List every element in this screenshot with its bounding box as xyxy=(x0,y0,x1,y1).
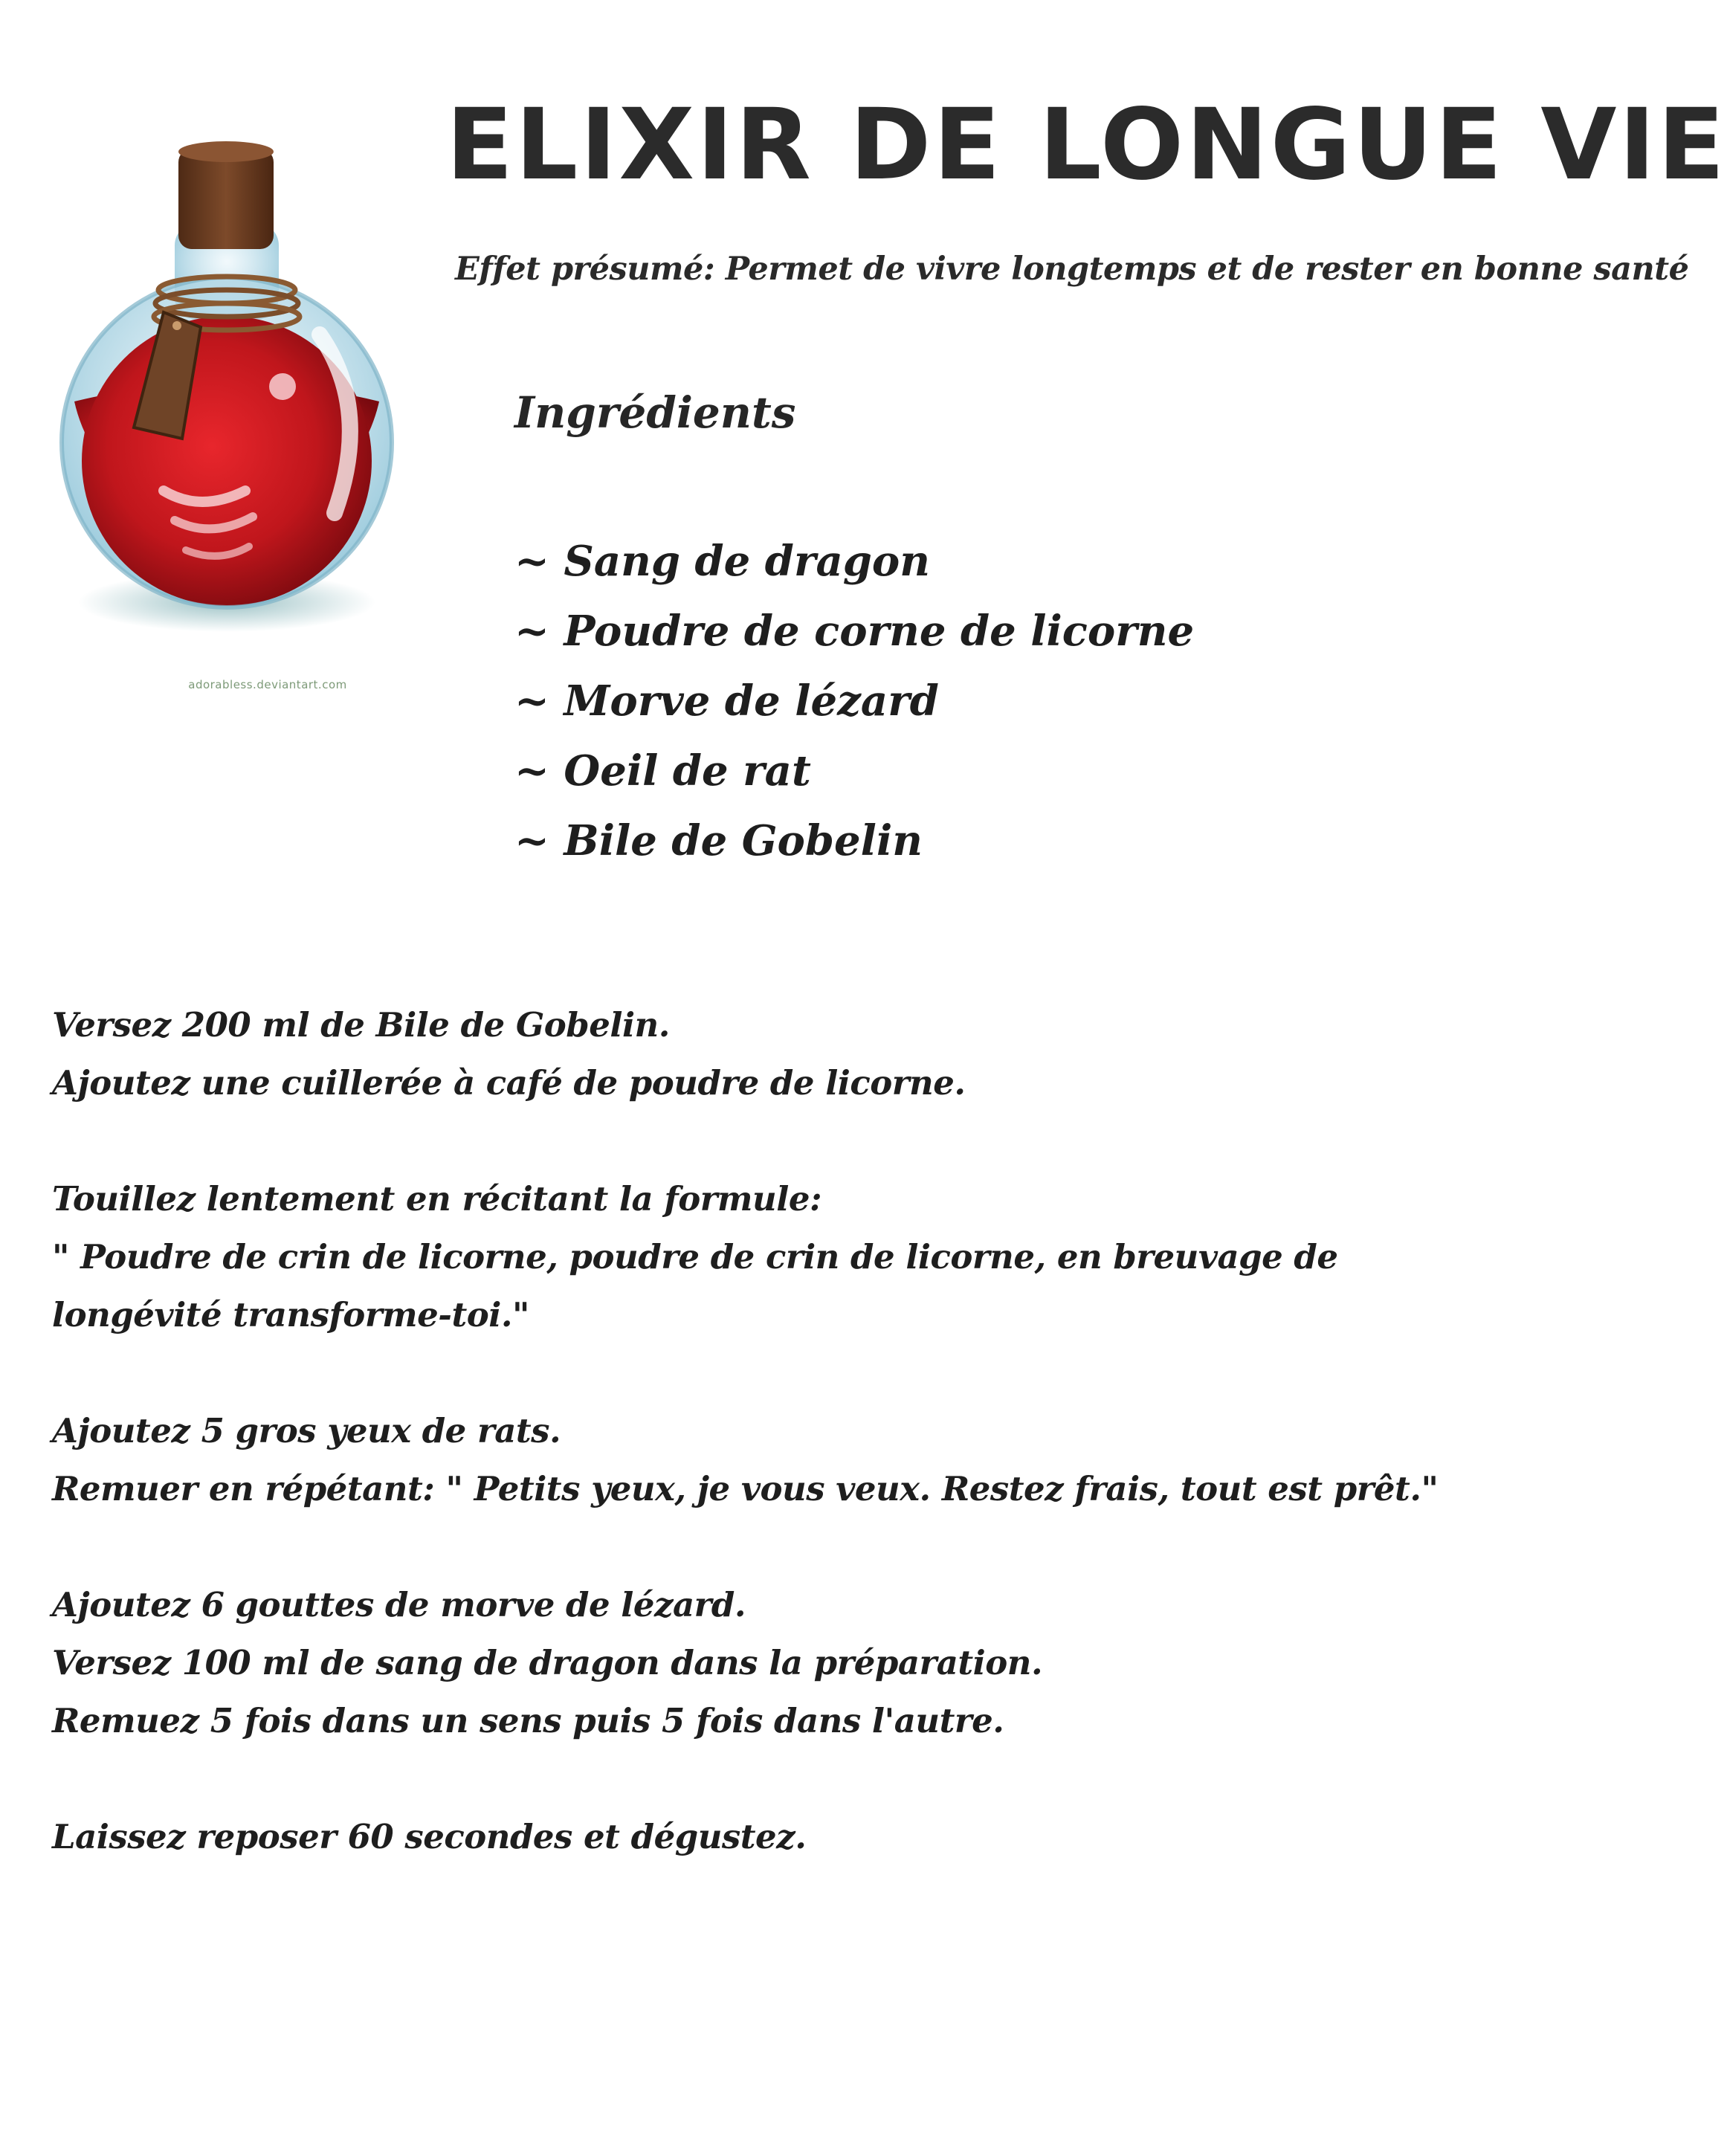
instruction-line: Remuer en répétant: " Petits yeux, je vous veux. Restez frais, tout est prêt." xyxy=(52,1469,1439,1508)
potion-illustration xyxy=(52,141,409,721)
ingredient-item: ~ Oeil de rat xyxy=(514,746,811,795)
instruction-step-3 xyxy=(52,1402,1524,1518)
ingredients-heading: Ingrédients xyxy=(514,387,796,438)
ingredients-list xyxy=(514,526,1194,876)
illustration-credit: adorabless.deviantart.com xyxy=(188,678,347,691)
instruction-line: longévité transforme-toi." xyxy=(52,1295,529,1334)
instruction-step-2 xyxy=(52,1170,1524,1344)
instruction-line: Ajoutez 6 gouttes de morve de lézard. xyxy=(52,1585,746,1624)
instruction-line: Remuez 5 fois dans un sens puis 5 fois dans l'autre. xyxy=(52,1701,1004,1740)
instruction-line: Laissez reposer 60 secondes et dégustez. xyxy=(52,1817,807,1856)
ingredient-item: ~ Morve de lézard xyxy=(514,677,939,726)
instruction-step-4 xyxy=(52,1576,1524,1750)
presumed-effect: Effet présumé: Permet de vivre longtemps et de rester en bonne santé xyxy=(455,251,1689,288)
ingredient-item: ~ Sang de dragon xyxy=(514,537,930,586)
instruction-line: " Poudre de crin de licorne, poudre de crin de licorne, en breuvage de xyxy=(52,1237,1338,1277)
instruction-line: Versez 100 ml de sang de dragon dans la préparation. xyxy=(52,1643,1043,1682)
instructions xyxy=(52,996,1524,1924)
instruction-line: Ajoutez 5 gros yeux de rats. xyxy=(52,1411,561,1450)
potion-bottle-icon xyxy=(52,141,409,662)
instruction-line: Ajoutez une cuillerée à café de poudre de licorne. xyxy=(52,1063,966,1103)
instruction-line: Touillez lentement en récitant la formule: xyxy=(52,1179,822,1219)
page-title: ELIXIR DE LONGUE VIE xyxy=(446,88,1727,202)
ingredient-item: ~ Bile de Gobelin xyxy=(514,816,923,865)
instruction-line: Versez 200 ml de Bile de Gobelin. xyxy=(52,1005,670,1045)
ingredient-item: ~ Poudre de corne de licorne xyxy=(514,607,1195,656)
instruction-step-5 xyxy=(52,1808,1524,1866)
instruction-step-1 xyxy=(52,996,1524,1112)
